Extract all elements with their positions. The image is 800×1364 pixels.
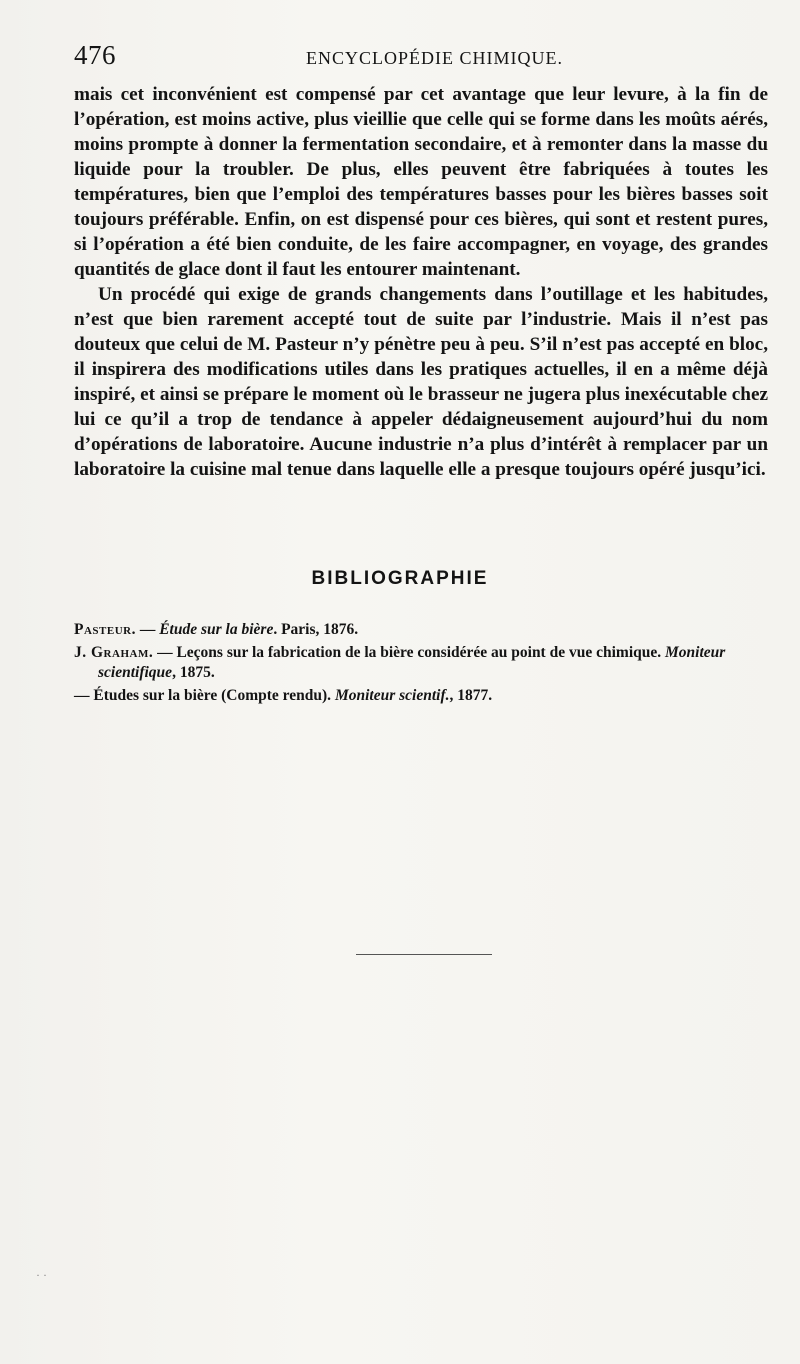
entry-text: Leçons sur la fabrication de la bière considérée au point de vue chimique. [176,644,665,661]
end-rule [356,954,492,955]
bibliography-entry [74,686,768,706]
running-title: ENCYCLOPÉDIE CHIMIQUE. [306,48,563,68]
entry-dash: — [135,621,160,638]
entry-rest: , 1877. [449,687,493,704]
page-number: 476 [74,40,116,70]
entry-rest: , 1875. [172,664,215,681]
bibliography-list [74,620,768,709]
entry-author: J. Graham. [74,644,154,661]
bibliography-entry [74,620,768,640]
entry-rest: . Paris, 1876. [273,621,359,638]
show-through-text [74,780,774,1260]
entry-journal: Moniteur scientif. [334,687,450,704]
entry-text: — Études sur la bière (Compte rendu). [74,687,335,704]
paragraph: mais cet inconvénient est compensé par cet avantage que leur levure, à la fin de l’opération, est moins active, plus vieillie que celle qui se forme dans les moûts aérés, moins prompte à donner la fermentation secondaire, et à remonter dans la masse du liquide pour la troubler. De plus, elles peuvent être fabriquées à toutes les températures, bien que l’emploi des températures basses pour les bières basses soit toujours préférable. Enfin, on est dispensé pour ces bières, qui sont et restent pures, si l’opération a été bien conduite, de les faire accompagner, en voyage, des grandes quantités de glace dont il faut les entourer maintenant. [74,84,768,280]
paragraph: Un procédé qui exige de grands changements dans l’outillage et les habitudes, n’est que bien rarement accepté tout de suite par l’industrie. Mais il n’est pas douteux que celui de M. Pasteur n’y pénètre peu à peu. S’il n’est pas accepté en bloc, il inspirera des modifications utiles dans les pratiques actuelles, il en a même déjà inspiré, et ainsi se prépare le moment où le brasseur ne jugera plus inexécutable chez lui ce qu’il a trop de tendance à appeler dédaigneusement aujourd’hui du nom d’opérations de laboratoire. Aucune industrie n’a plus d’intérêt à remplacer par un laboratoire la cuisine mal tenue dans laquelle elle a presque toujours opéré jusqu’ici. [74,284,768,480]
page-speck: · · [36,1268,47,1282]
page-header [74,40,768,74]
bibliography-entry [74,643,768,683]
bibliography-heading: BIBLIOGRAPHIE [311,568,489,589]
body-text [74,82,768,482]
entry-title: Étude sur la bière [159,621,274,638]
entry-journal: Moniteur scientifique [98,644,726,681]
entry-dash: — [153,644,177,661]
entry-author: Pasteur. [74,621,136,638]
